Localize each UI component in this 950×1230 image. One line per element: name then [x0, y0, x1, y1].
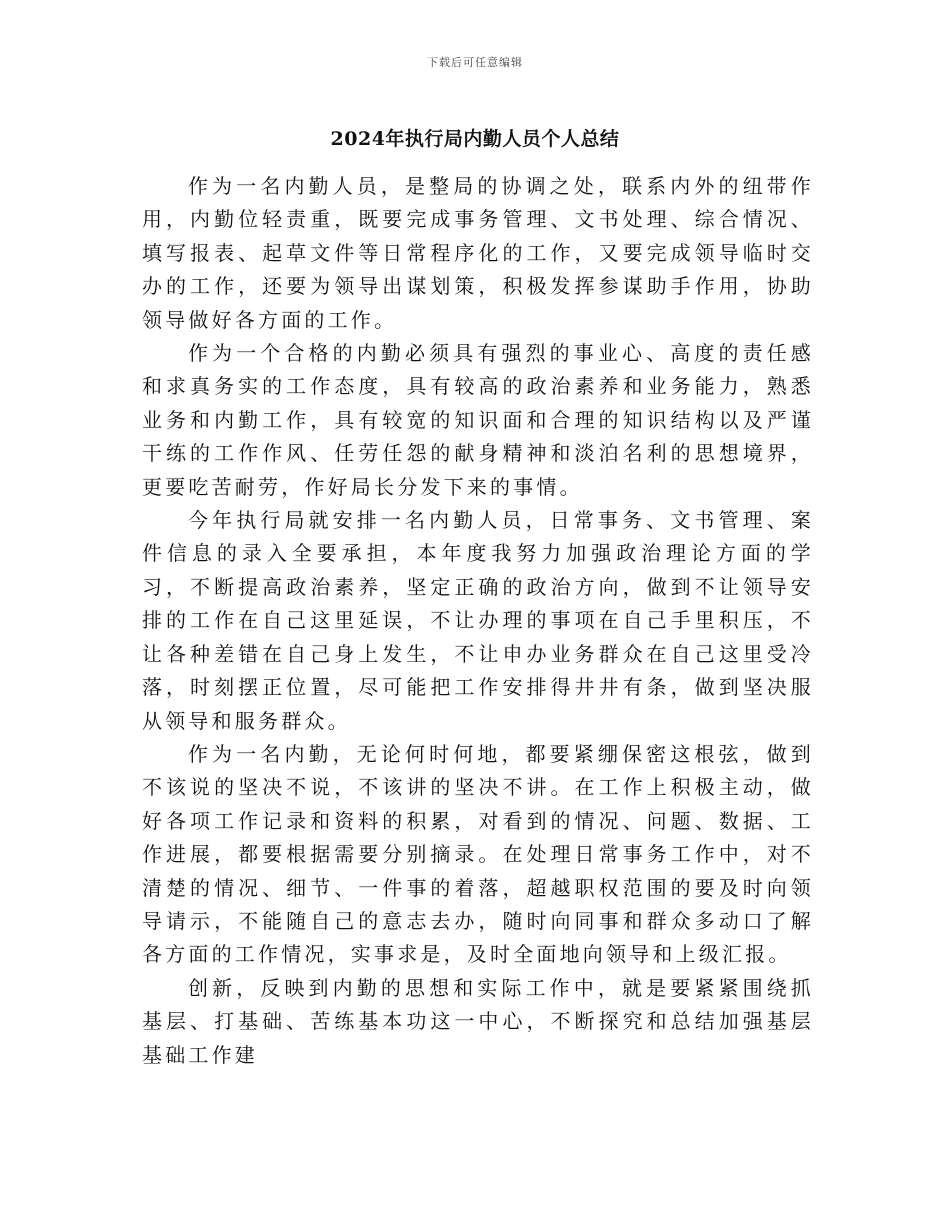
document-title: 2024年执行局内勤人员个人总结 — [330, 128, 620, 150]
paragraph: 今年执行局就安排一名内勤人员，日常事务、文书管理、案件信息的录入全要承担，本年度我努力加强政治理论方面的学习，不断提高政治素养，坚定正确的政治方向，做到不让领导安排的工作在自己这里延误，不让办理的事项在自己手里积压，不让各种差错在自己身上发生，不让申办业务群众在自己这里受冷落，时刻摆正位置，尽可能把工作安排得井井有条，做到坚决服从领导和服务群众。 — [142, 508, 814, 733]
paragraph: 作为一名内勤，无论何时何地，都要紧绷保密这根弦，做到不该说的坚决不说，不该讲的坚决不讲。在工作上积极主动，做好各项工作记录和资料的积累，对看到的情况、问题、数据、工作进展，都要根据需要分别摘录。在处理日常事务工作中，对不清楚的情况、细节、一件事的着落，超越职权范围的要及时向领导请示，不能随自己的意志去办，随时向同事和群众多动口了解各方面的工作情况，实事求是，及时全面地向领导和上级汇报。 — [142, 741, 814, 967]
paragraph: 创新，反映到内勤的思想和实际工作中，就是要紧紧围绕抓基层、打基础、苦练基本功这一中心，不断探究和总结加强基层基础工作建 — [142, 975, 814, 1067]
header-note: 下载后可任意编辑 — [427, 56, 523, 69]
paragraph: 作为一个合格的内勤必须具有强烈的事业心、高度的责任感和求真务实的工作态度，具有较高的政治素养和业务能力，熟悉业务和内勤工作，具有较宽的知识面和合理的知识结构以及严谨干练的工作作风、任劳任怨的献身精神和淡泊名利的思想境界，更要吃苦耐劳，作好局长分发下来的事情。 — [142, 341, 814, 499]
paragraph: 作为一名内勤人员，是整局的协调之处，联系内外的纽带作用，内勤位轻责重，既要完成事务管理、文书处理、综合情况、填写报表、起草文件等日常程序化的工作，又要完成领导临时交办的工作，还要为领导出谋划策，积极发挥参谋助手作用，协助领导做好各方面的工作。 — [142, 174, 814, 332]
document-body — [142, 170, 814, 1072]
